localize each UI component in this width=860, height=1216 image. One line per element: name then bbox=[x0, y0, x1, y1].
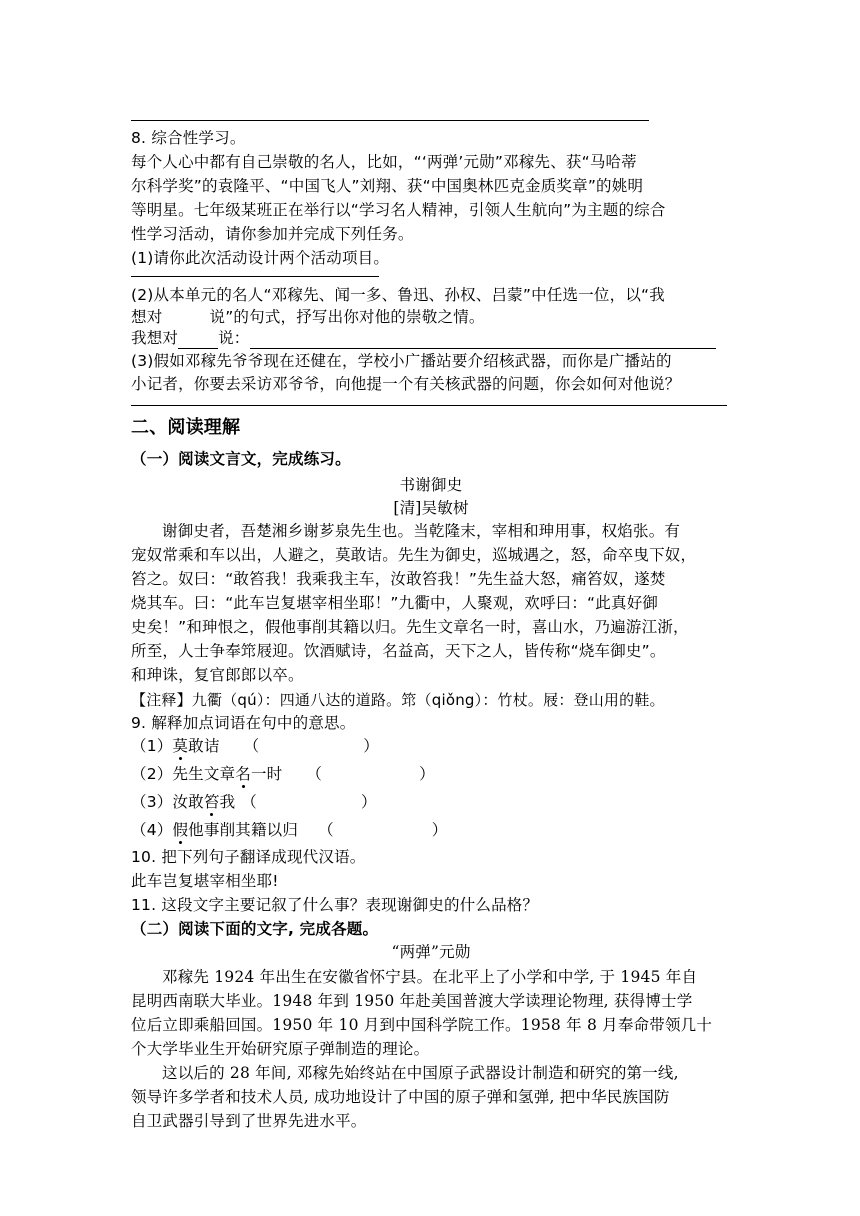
passage-line: 烧其车。曰：“此车岂复堪宰相坐耶！”九衢中，人聚观，欢呼曰：“此真好御 bbox=[131, 594, 659, 612]
passage-line: 谢御史者，吾楚湘乡谢芗泉先生也。当乾隆末，宰相和珅用事，权焰张。有 bbox=[162, 522, 681, 540]
passage-line: 笞之。奴曰：“敢笞我！我乘我主车，汝敢笞我！”先生益大怒，痛笞奴，遂焚 bbox=[131, 570, 666, 588]
poem-title: 书谢御史 bbox=[399, 476, 463, 494]
question-8-sub1: (1)请你此次活动设计两个活动项目。 bbox=[131, 249, 390, 267]
answer-line[interactable] bbox=[131, 276, 379, 277]
passage-line: 和珅诛，复官郎郎以卒。 bbox=[131, 666, 304, 684]
dotted-word: 名 bbox=[235, 765, 251, 783]
question-8-intro-line: 性学习活动，请你参加并完成下列任务。 bbox=[131, 225, 414, 243]
article-line: 邓稼先 1924 年出生在安徽省怀宁县。在北平上了小学和中学, 于 1945 年自 bbox=[162, 968, 698, 986]
passage-line: 所至，人士争奉筇屐迎。饮酒赋诗，名益高，天下之人，皆传称“烧车御史”。 bbox=[131, 642, 666, 660]
question-9-item: （3）汝敢笞我 （ ） bbox=[131, 793, 377, 811]
question-8-intro-line: 每个人心中都有自己崇敬的名人，比如，“‘两弹’元勋”邓稼先、获“马哈蒂 bbox=[131, 153, 637, 171]
poem-author: [清]吴敏树 bbox=[393, 499, 469, 517]
question-9-item: （4）假他事削其籍以归 （ ） bbox=[131, 821, 448, 839]
article-line: 这以后的 28 年间, 邓稼先始终站在中国原子武器设计制造和研究的第一线, bbox=[162, 1064, 679, 1082]
article-line: 领导许多学者和技术人员, 成功地设计了中国的原子弹和氢弹, 把中华民族国防 bbox=[131, 1088, 670, 1106]
part-1-heading: （一）阅读文言文，完成练习。 bbox=[131, 450, 351, 468]
question-10-sentence: 此车岂复堪宰相坐耶! bbox=[131, 872, 279, 890]
passage-line: 宠奴常乘和车以出，人避之，莫敢诘。先生为御史，巡城遇之，怒，命卒曳下奴， bbox=[131, 546, 697, 564]
question-8-sub2: (2)从本单元的名人“邓稼先、闻一多、鲁迅、孙权、吕蒙”中任选一位，以“我 bbox=[131, 286, 665, 304]
article-line: 位后立即乘船回国。1950 年 10 月到中国科学院工作。1958 年 8 月奉命带领几十 bbox=[131, 1016, 713, 1034]
dotted-word: 笞 bbox=[203, 793, 220, 811]
article-line: 自卫武器引导到了世界先进水平。 bbox=[131, 1112, 367, 1130]
question-8-intro-line: 等明星。七年级某班正在举行以“学习名人精神，引领人生航向”为主题的综合 bbox=[131, 201, 666, 219]
question-8-sub2: 想对 说”的句式，抒写出你对他的崇敬之情。 bbox=[131, 308, 485, 326]
question-8-sub2-prompt bbox=[131, 327, 731, 349]
question-9-item: （2）先生文章名一时 （ ） bbox=[131, 765, 435, 783]
section-heading: 二、阅读理解 bbox=[131, 417, 241, 438]
annotation-note: 【注释】九衢（qú）：四通八达的道路。筇（qiǒng）：竹杖。屐：登山用的鞋。 bbox=[131, 691, 665, 709]
prompt-text: 说： bbox=[218, 329, 250, 347]
passage-line: 史矣！”和珅恨之，假他事削其籍以归。先生文章名一时，喜山水，乃遍游江浙， bbox=[131, 618, 689, 636]
question-8-sub3: (3)假如邓稼先爷爷现在还健在，学校小广播站要介绍核武器，而你是广播站的 bbox=[131, 352, 672, 370]
question-11-title: 11. 这段文字主要记叙了什么事？表现谢御史的什么品格？ bbox=[131, 896, 539, 914]
question-9-item: （1）莫敢诘 （ ） bbox=[131, 737, 379, 755]
answer-blank[interactable] bbox=[178, 332, 218, 349]
question-9-title: 9. 解释加点词语在句中的意思。 bbox=[131, 714, 356, 732]
question-8-intro-line: 尔科学奖”的袁隆平、“中国飞人”刘翔、获“中国奥林匹克金质奖章”的姚明 bbox=[131, 177, 644, 195]
part-2-heading: （二）阅读下面的文字, 完成各题。 bbox=[131, 920, 379, 938]
answer-line[interactable] bbox=[131, 405, 727, 406]
question-8-sub3: 小记者，你要去采访邓爷爷，向他提一个有关核武器的问题，你会如何对他说？ bbox=[131, 375, 681, 393]
answer-line bbox=[131, 120, 649, 121]
article-line: 昆明西南联大毕业。1948 年到 1950 年赴美国普渡大学读理论物理, 获得博士学 bbox=[131, 992, 693, 1010]
dotted-word: 假 bbox=[172, 821, 189, 839]
article-line: 个大学毕业生开始研究原子弹制造的理论。 bbox=[131, 1040, 430, 1058]
answer-blank[interactable] bbox=[250, 332, 716, 349]
question-8-title: 8. 综合性学习。 bbox=[131, 129, 246, 147]
article-title: “两弹”元勋 bbox=[391, 943, 471, 961]
prompt-text: 我想对 bbox=[131, 329, 179, 347]
question-10-title: 10. 把下列句子翻译成现代汉语。 bbox=[131, 848, 366, 866]
dotted-word: 莫 bbox=[172, 737, 189, 755]
